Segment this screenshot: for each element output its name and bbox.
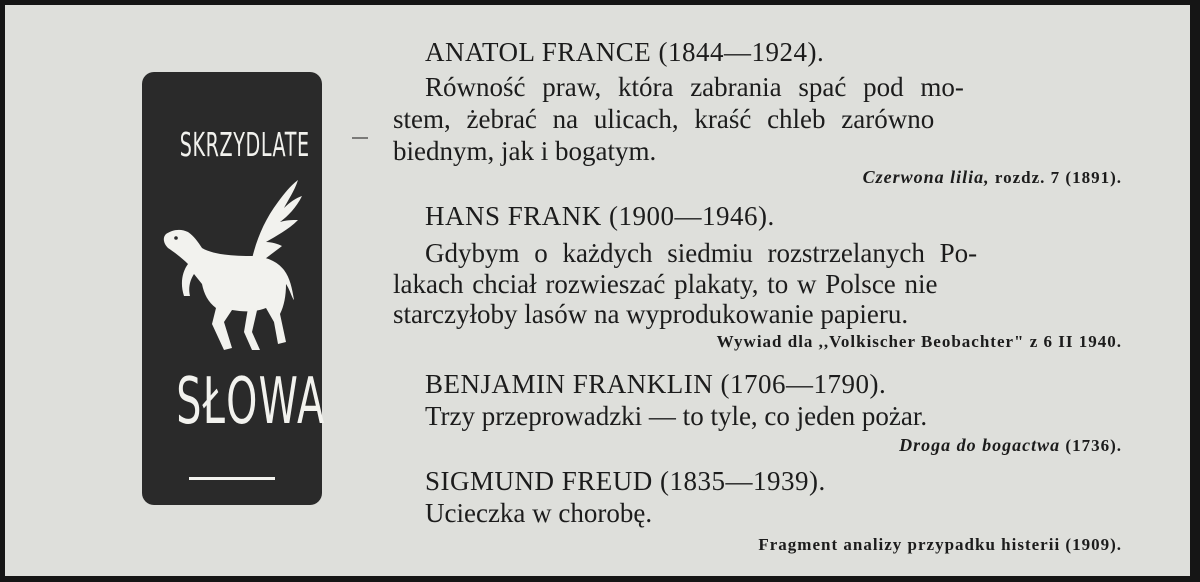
entry-3-line-1: Trzy przeprowadzki — to tyle, co jeden pożar.: [425, 401, 928, 431]
entry-4-name: SIGMUND FREUD (1835—1939).: [425, 466, 826, 496]
entry-2-source: Wywiad dla ,,Volkischer Beobachter" z 6 II 1940.: [716, 332, 1122, 351]
entry-1-line-2: stem, żebrać na ulicach, kraść chleb zarówno: [393, 104, 935, 134]
logo-underline: [189, 477, 275, 480]
skrzydlate-slowa-logo: [142, 72, 326, 505]
winged-horse-icon: [160, 172, 304, 362]
entry-3-source-rest: (1736).: [1065, 436, 1122, 455]
entry-4-line-1: Ucieczka w chorobę.: [425, 498, 653, 528]
logo-top-text: SKRZYDLATE: [179, 125, 310, 164]
entry-1-source-rest: rozdz. 7 (1891).: [994, 168, 1122, 187]
entry-1-line-1: [425, 72, 1137, 103]
entry-1-source: [863, 167, 1122, 188]
entry-2-line-1: Gdybym o każdych siedmiu rozstrzelanych Po-: [425, 238, 978, 268]
entry-4-source: Fragment analizy przypadku histerii (1909).: [758, 535, 1122, 554]
logo-bottom-text: SŁOWA: [176, 365, 326, 439]
entry-3-name: BENJAMIN FRANKLIN (1706—1790).: [425, 369, 887, 399]
stray-dash-mark: [352, 137, 368, 139]
entry-1-line-3: biednym, jak i bogatym.: [393, 136, 657, 166]
entry-1-source-title: Czerwona lilia,: [862, 167, 990, 187]
entry-2-line-3: starczyłoby lasów na wyprodukowanie papieru.: [393, 299, 909, 329]
entry-3-source: [899, 435, 1122, 456]
entry-1-line-1-text: Równość praw, która zabrania spać pod mo-: [425, 72, 964, 102]
entry-1-name: ANATOL FRANCE (1844—1924).: [425, 37, 825, 67]
entry-2-name: HANS FRANK (1900—1946).: [425, 201, 775, 231]
entry-2-line-2: lakach chciał rozwieszać plakaty, to w Polsce nie: [393, 269, 938, 299]
entry-3-source-title: Droga do bogactwa: [899, 435, 1061, 455]
